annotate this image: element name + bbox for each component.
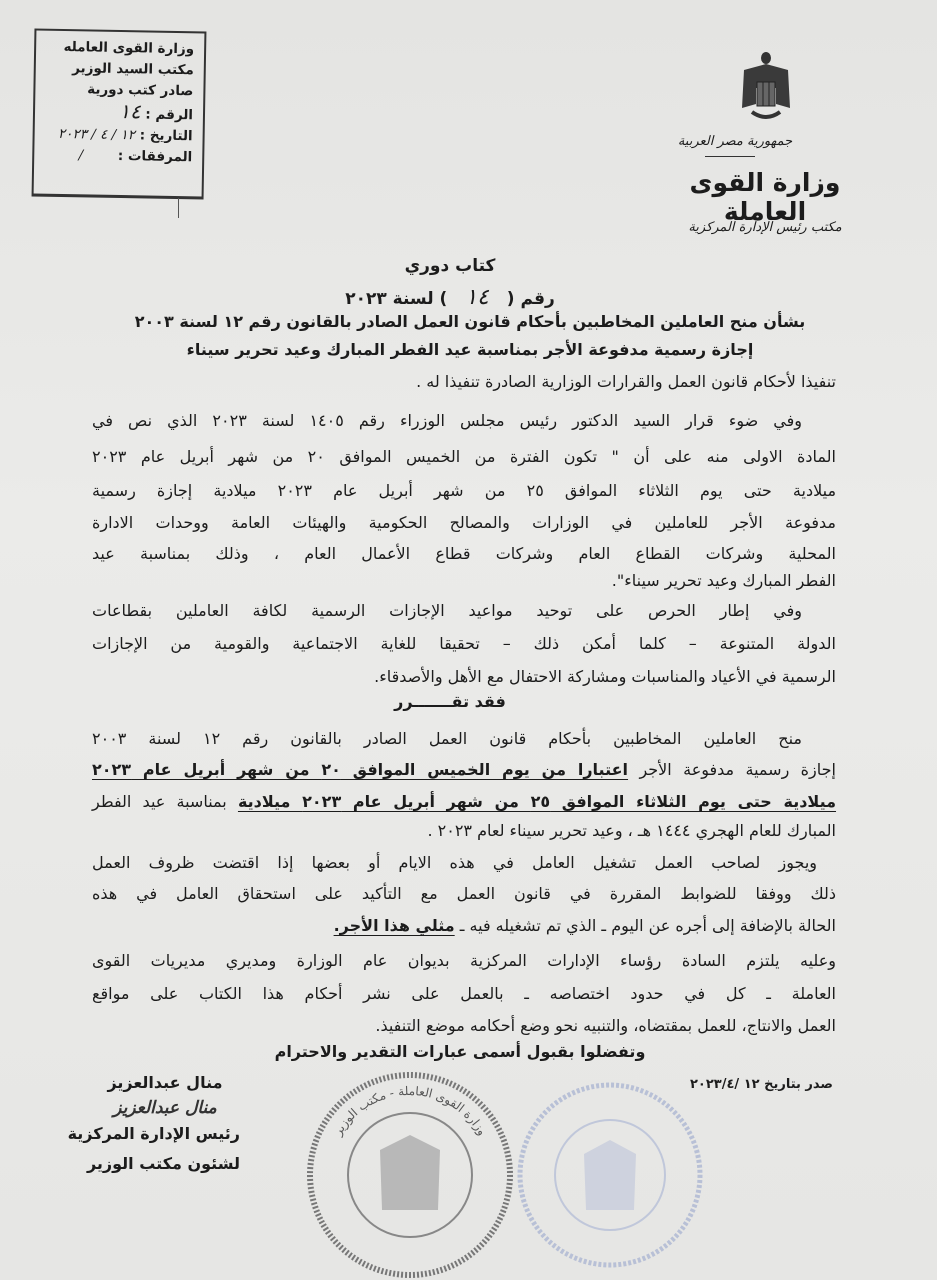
- intro-line: تنفيذا لأحكام قانون العمل والقرارات الوزارية الصادرة تنفيذا له .: [416, 372, 836, 391]
- stamp-attachments-label: المرفقات :: [117, 147, 193, 166]
- text-plain: بمناسبة عيد الفطر: [92, 792, 227, 811]
- text-underlined: ميلادية حتى يوم الثلاثاء الموافق ٢٥ من شهر أبريل عام ٢٠٢٣ ميلادية: [237, 792, 837, 811]
- paragraph-4-line: [92, 913, 836, 939]
- stamp-attachments-value: /: [78, 147, 84, 164]
- stamp-date-value: ١٢ / ٤ / ٢٠٢٣: [57, 125, 136, 144]
- stamp-line: مكتب السيد الوزير: [72, 60, 194, 79]
- stamp-line: وزارة القوى العامله: [63, 39, 195, 58]
- signatory-title-1: رئيس الإدارة المركزية: [67, 1124, 240, 1143]
- paragraph-1-line: وفي ضوء قرار السيد الدكتور رئيس مجلس الوزراء رقم ١٤٠٥ لسنة ٢٠٢٣ الذي نص في: [92, 411, 802, 430]
- decision-heading: فقد تقـــــــرر: [394, 692, 506, 711]
- seal-text: وزارة القوى العاملة - مكتب الوزير: [330, 1083, 490, 1138]
- letterhead-country: جمهورية مصر العربية: [677, 134, 793, 149]
- stamp-divider: [178, 198, 179, 218]
- stamp-attachments: [42, 145, 192, 169]
- paragraph-2-line: الرسمية في الأعياد والمناسبات ومشاركة الاحتفال مع الأهل والأصدقاء.: [374, 667, 836, 686]
- handwritten-signature: منال عبدالعزيز: [113, 1098, 217, 1118]
- number-value: ١٤: [465, 285, 489, 310]
- stamp-number-label: الرقم :: [145, 106, 194, 124]
- stamp-date-label: التاريخ :: [139, 127, 193, 145]
- text-underlined: اعتبارا من يوم الخميس الموافق ٢٠ من شهر أبريل عام ٢٠٢٣: [92, 760, 629, 779]
- paragraph-1-line: ميلادية حتى يوم الثلاثاء الموافق ٢٥ من شهر أبريل عام ٢٠٢٣ ميلادية إجازة رسمية: [92, 481, 837, 500]
- closing-line: وتفضلوا بقبول أسمى عبارات التقدير والاحترام: [274, 1042, 646, 1061]
- paragraph-4-line: ذلك ووفقا للضوابط المقررة في قانون العمل مع التأكيد على استحقاق العامل في هذه: [92, 884, 836, 903]
- paragraph-2-line: وفي إطار الحرص على توحيد مواعيد الإجازات الرسمية لكافة العاملين بقطاعات: [92, 601, 802, 620]
- paragraph-3-line: المبارك للعام الهجري ١٤٤٤ هـ ، وعيد تحرير سيناء لعام ٢٠٢٣ .: [427, 821, 836, 840]
- paragraph-1-line: المادة الاولى منه على أن " تكون الفترة من الخميس الموافق ٢٠ من شهر أبريل عام ٢٠٢٣: [92, 447, 836, 466]
- text-plain: الحالة بالإضافة إلى أجره عن اليوم ـ الذي تم تشغيله فيه ـ: [459, 916, 836, 935]
- circular-number: [300, 285, 600, 310]
- subject-line-1: بشأن منح العاملين المخاطبين بأحكام قانون العمل الصادر بالقانون رقم ١٢ لسنة ٢٠٠٣: [134, 312, 806, 331]
- paragraph-3-line: [92, 757, 836, 783]
- text-underlined: مثلي هذا الأجر.: [333, 916, 455, 935]
- paragraph-5-line: العاملة ـ كل في حدود اختصاصه ـ بالعمل على نشر أحكام هذا الكتاب على مواقع: [92, 984, 836, 1003]
- stamp-number: [43, 100, 193, 127]
- letterhead-ministry: وزارة القوى العاملة: [689, 168, 841, 226]
- number-suffix: ) لسنة ٢٠٢٣: [345, 289, 448, 309]
- paragraph-3-line: منح العاملين المخاطبين بأحكام قانون العمل الصادر بالقانون رقم ١٢ لسنة ٢٠٠٣: [92, 729, 802, 748]
- paragraph-3-line: [92, 789, 836, 815]
- paragraph-1-line: مدفوعة الأجر للعاملين في الوزارات والمصالح الحكومية والهيئات العامة ووحدات الادارة: [92, 513, 836, 532]
- letterhead-office: مكتب رئيس الإدارة المركزية: [688, 220, 842, 235]
- paragraph-5-line: وعليه يلتزم السادة رؤساء الإدارات المركزية بديوان عام الوزارة ومديري مديريات القوى: [92, 951, 836, 970]
- official-seal-blue: [510, 1070, 710, 1280]
- subject-line-2: إجازة رسمية مدفوعة الأجر بمناسبة عيد الفطر المبارك وعيد تحرير سيناء: [186, 340, 754, 359]
- issue-date: صدر بتاريخ ١٢ /٢٠٢٣/٤: [690, 1077, 833, 1092]
- paragraph-5-line: العمل والانتاج، للعمل بمقتضاه، والتنبيه نحو وضع أحكامه موضع التنفيذ.: [375, 1016, 836, 1035]
- stamp-line: صادر كتب دورية: [87, 81, 194, 100]
- eagle-emblem-icon: [738, 48, 794, 124]
- text-plain: إجازة رسمية مدفوعة الأجر: [639, 760, 836, 779]
- paragraph-2-line: الدولة المتنوعة – كلما أمكن ذلك – تحقيقا للغاية الاجتماعية والقومية من الإجازات: [92, 634, 836, 653]
- signatory-name: منال عبدالعزيز: [107, 1073, 223, 1092]
- stamp-date: [42, 124, 192, 148]
- stamp-number-value: ١٤: [119, 99, 141, 124]
- official-seal-gray: [300, 1060, 520, 1280]
- letterhead-rule: [705, 156, 755, 157]
- document-type: كتاب دوري: [404, 256, 496, 276]
- paragraph-4-line: ويجوز لصاحب العمل تشغيل العامل في هذه الايام أو بعضها إذا اقتضت ظروف العمل: [92, 853, 817, 872]
- paragraph-1-line: الفطر المبارك وعيد تحرير سيناء".: [611, 571, 836, 590]
- signatory-title-2: لشئون مكتب الوزير: [86, 1154, 240, 1173]
- registry-stamp: [32, 29, 207, 200]
- paragraph-1-line: المحلية وشركات القطاع العام وشركات قطاع الأعمال العام ، وذلك بمناسبة عيد: [92, 544, 836, 563]
- number-prefix: رقم (: [506, 289, 555, 309]
